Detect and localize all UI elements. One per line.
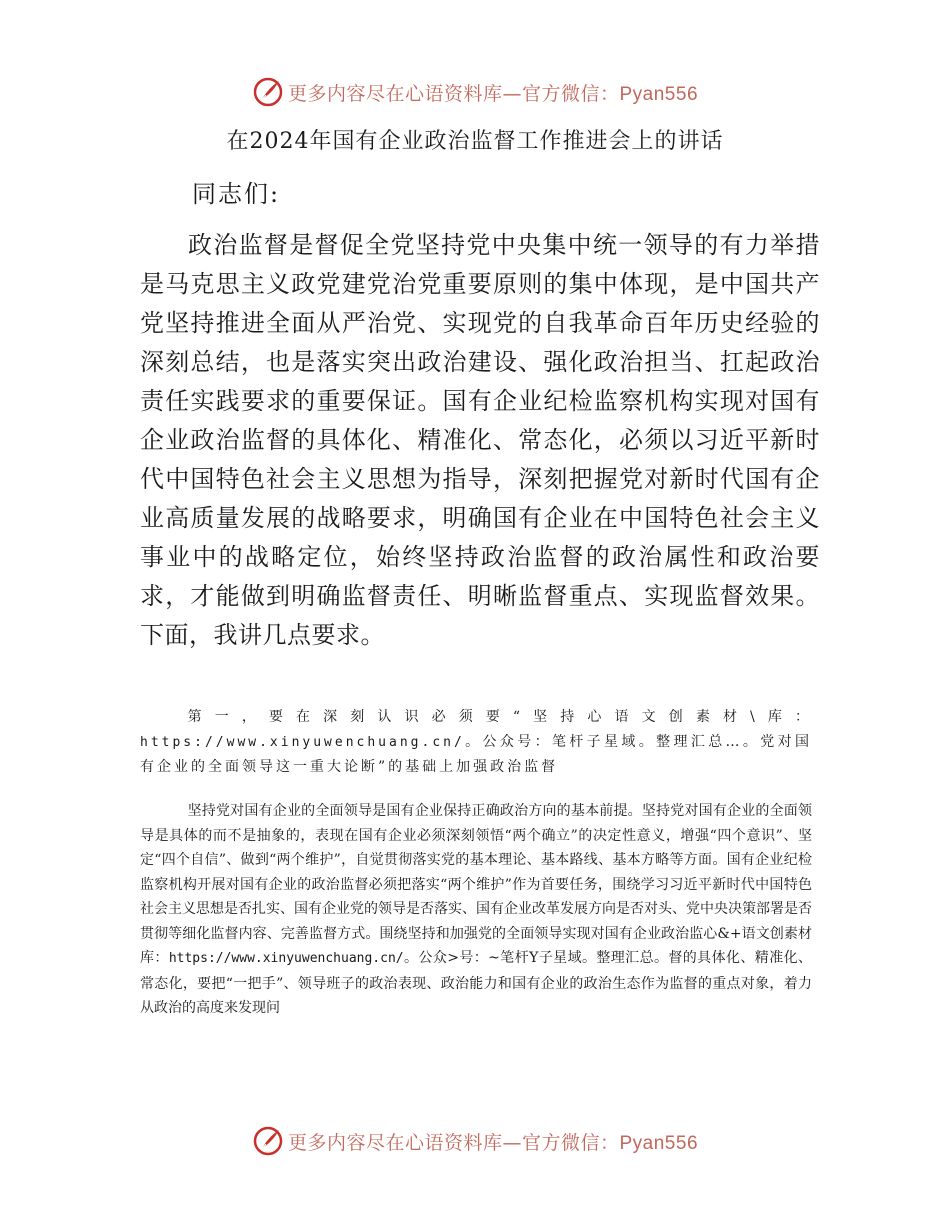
banner-text: 更多内容尽在心语资料库—官方微信：Pyan556 — [287, 82, 699, 105]
body-paragraph-text-a: 坚持党对国有企业的全面领导是国有企业保持正确政治方向的基本前提。坚持党对国有企业的全面领导是具体的而不是抽象的，表现在国有企业必须深刻领悟“两个确立”的决定性意义，增强“四个意识”、坚定“四个自信”、做到“两个维护”，自觉贯彻落实党的基本理论、基本路线、基本方略等方面。国有企业纪检监察机构开展对国有企业的政治监督必须把落实“两个维护”作为首要任务，围绕学习习近平新时代中国特色社会主义思想是否扎实、国有企业党的领导是否落实、国有企业改革发展方向是否对头、党中央决策部署是否贯彻等细化监督内容、完善监督方式。围绕坚持和加强党的全面领导实现对国有企业政治监心&+语文创素材库： — [140, 803, 812, 966]
body-paragraph — [140, 799, 812, 1021]
document-title: 在2024年国有企业政治监督工作推进会上的讲话 — [226, 129, 724, 154]
greeting: 同志们: — [192, 180, 281, 208]
feather-logo-icon — [252, 1125, 284, 1157]
section-heading-text-a: 第一，要在深刻认识必须要“坚持心语文创素材\库： — [187, 709, 812, 725]
body-paragraph-url: https://www.xinyuwenchuang.cn/ — [168, 951, 404, 966]
header-banner — [0, 72, 950, 112]
section-heading-text-b: 。公众号：笔杆子星域。整理汇总…。党对国有企业的全面领导这一重大论断”的基础上加强政治监督 — [140, 733, 812, 775]
feather-logo-icon — [252, 76, 284, 108]
footer-banner — [0, 1121, 950, 1161]
section-heading-url: https://www.xinyuwenchuang.cn/ — [140, 734, 465, 750]
body-paragraph-text-b: 。公众>号：~笔杆Y子星域。整理汇总。督的具体化、精准化、常态化，要把“一把手”、领导班子的政治表现、政治能力和国有企业的政治生态作为监督的重点对象，着力从政治的高度来发现问 — [140, 950, 813, 1016]
banner-text: 更多内容尽在心语资料库—官方微信：Pyan556 — [287, 1131, 699, 1154]
section-heading — [140, 705, 812, 780]
intro-paragraph: 政治监督是督促全党坚持党中央集中统一领导的有力举措是马克思主义政党建党治党重要原则的集中体现，是中国共产党坚持推进全面从严治党、实现党的自我革命百年历史经验的深刻总结，也是落实突出政治建设、强化政治担当、扛起政治责任实践要求的重要保证。国有企业纪检监察机构实现对国有企业政治监督的具体化、精准化、常态化，必须以习近平新时代中国特色社会主义思想为指导，深刻把握党对新时代国有企业高质量发展的战略要求，明确国有企业在中国特色社会主义事业中的战略定位，始终坚持政治监督的政治属性和政治要求，才能做到明确监督责任、明晰监督重点、实现监督效果。下面，我讲几点要求。 — [140, 231, 820, 649]
